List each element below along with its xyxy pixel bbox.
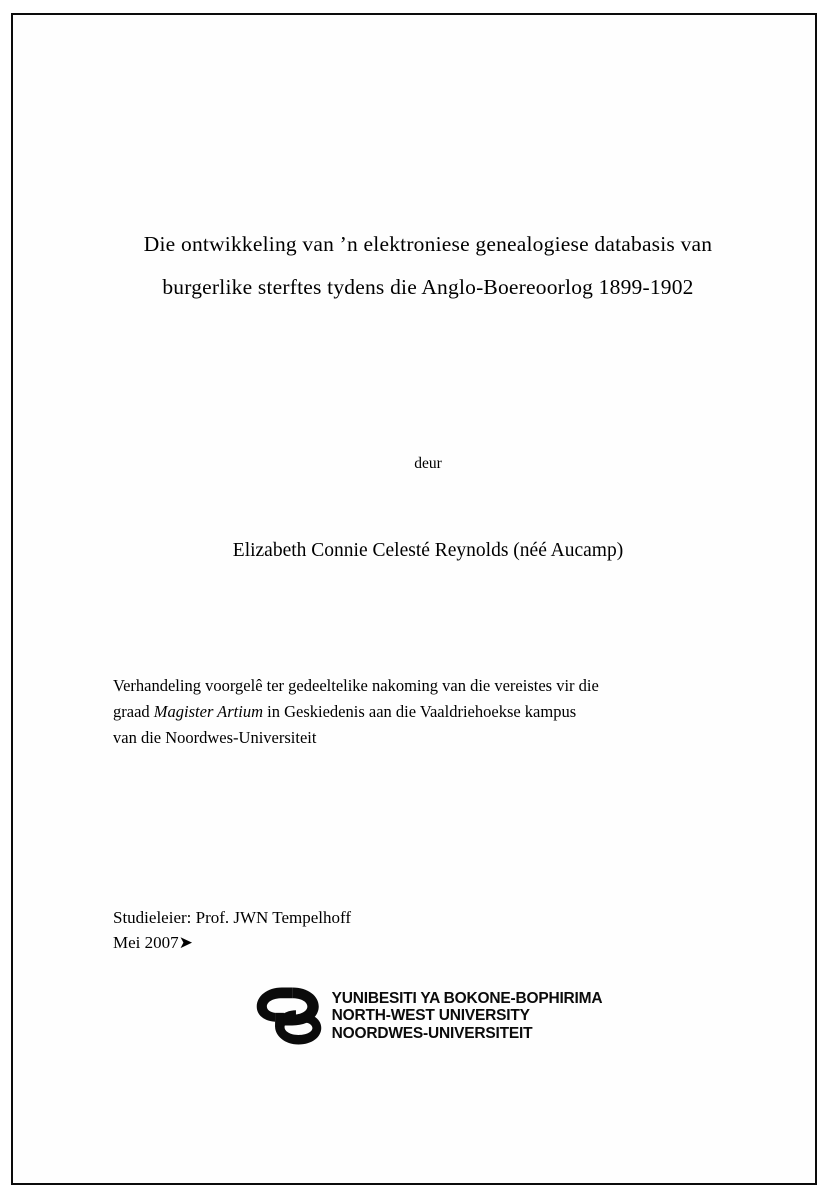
handwritten-mark: ➤ bbox=[178, 933, 193, 952]
author-name: Elizabeth Connie Celesté Reynolds (néé Aucamp) bbox=[232, 540, 624, 561]
logo-line-3: NOORDWES-UNIVERSITEIT bbox=[331, 1024, 533, 1042]
degree-statement-line-3: van die Noordwes-Universiteit bbox=[113, 728, 317, 747]
title-line-1: Die ontwikkeling van ’n elektroniese genealogiese databasis van bbox=[143, 232, 713, 256]
date-line bbox=[113, 930, 743, 955]
thesis-title bbox=[113, 223, 743, 309]
degree-statement-line-2 bbox=[113, 699, 735, 725]
logo-line-2: NORTH-WEST UNIVERSITY bbox=[331, 1007, 530, 1025]
university-logo bbox=[113, 985, 743, 1047]
degree-statement-line-2-post: in Geskiedenis aan die Vaaldriehoekse kampus bbox=[263, 702, 577, 721]
degree-statement-line-1: Verhandeling voorgelê ter gedeeltelike nakoming van die vereistes vir die bbox=[113, 676, 599, 695]
supervisor-line: Studieleier: Prof. JWN Tempelhoff bbox=[113, 908, 352, 927]
title-line-2: burgerlike sterftes tydens die Anglo-Boereoorlog 1899-1902 bbox=[162, 275, 694, 299]
date-text: Mei 2007 bbox=[113, 933, 179, 952]
degree-statement bbox=[113, 673, 735, 751]
degree-statement-line-2-pre: graad bbox=[113, 702, 154, 721]
degree-name-italic: Magister Artium bbox=[153, 702, 264, 721]
logo-line-1: YUNIBESITI YA BOKONE-BOPHIRIMA bbox=[331, 989, 603, 1007]
title-page-content bbox=[113, 55, 743, 1155]
supervisor-and-date bbox=[113, 905, 743, 955]
by-label: deur bbox=[414, 455, 442, 472]
page-border bbox=[11, 13, 817, 1185]
logo-wordmark bbox=[332, 990, 603, 1043]
nwu-logo-icon bbox=[254, 985, 324, 1047]
